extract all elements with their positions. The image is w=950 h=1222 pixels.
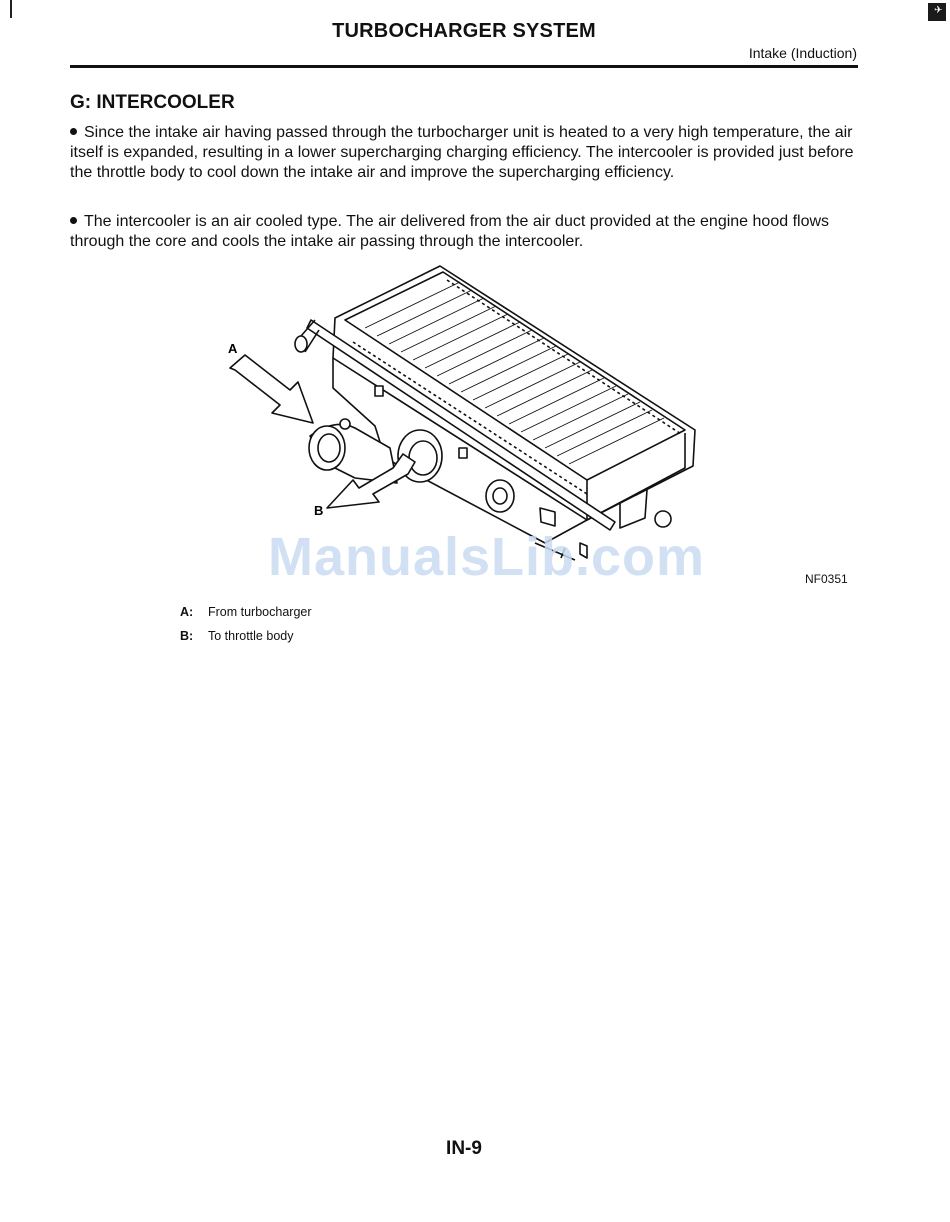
page-title: TURBOCHARGER SYSTEM [332, 20, 596, 42]
figure-label-a: A [228, 341, 238, 356]
paragraph-text: Since the intake air having passed through the turbocharger unit is heated to a very high temperature, the air itself is expanded, resulting in a lower supercharging charging efficiency. The intercooler is provided just before the throttle body to cool down the intake air and improve the supercharging efficiency. [70, 124, 854, 181]
legend-item [180, 605, 312, 619]
header-rule [70, 65, 858, 68]
legend-text: From turbocharger [208, 605, 312, 619]
paragraph-text: The intercooler is an air cooled type. The air delivered from the air duct provided at the engine hood flows through the core and cools the intake air passing through the intercooler. [70, 213, 830, 250]
bullet-icon [70, 217, 77, 224]
paragraph [70, 123, 858, 183]
margin-mark [10, 0, 12, 18]
paragraph [70, 212, 858, 252]
legend-key: B: [180, 629, 194, 643]
legend-item [180, 629, 293, 643]
legend-key: A: [180, 605, 194, 619]
section-heading: G: INTERCOOLER [70, 92, 235, 113]
page-number: IN-9 [446, 1138, 482, 1159]
bullet-icon [70, 128, 77, 135]
legend-text: To throttle body [208, 629, 294, 643]
figure-label-b: B [314, 503, 324, 518]
section-subtitle: Intake (Induction) [748, 45, 857, 61]
figure-code: NF0351 [805, 572, 848, 586]
watermark: ManualsLib.com [268, 527, 706, 587]
section-tab-icon: ✈ [928, 3, 946, 21]
